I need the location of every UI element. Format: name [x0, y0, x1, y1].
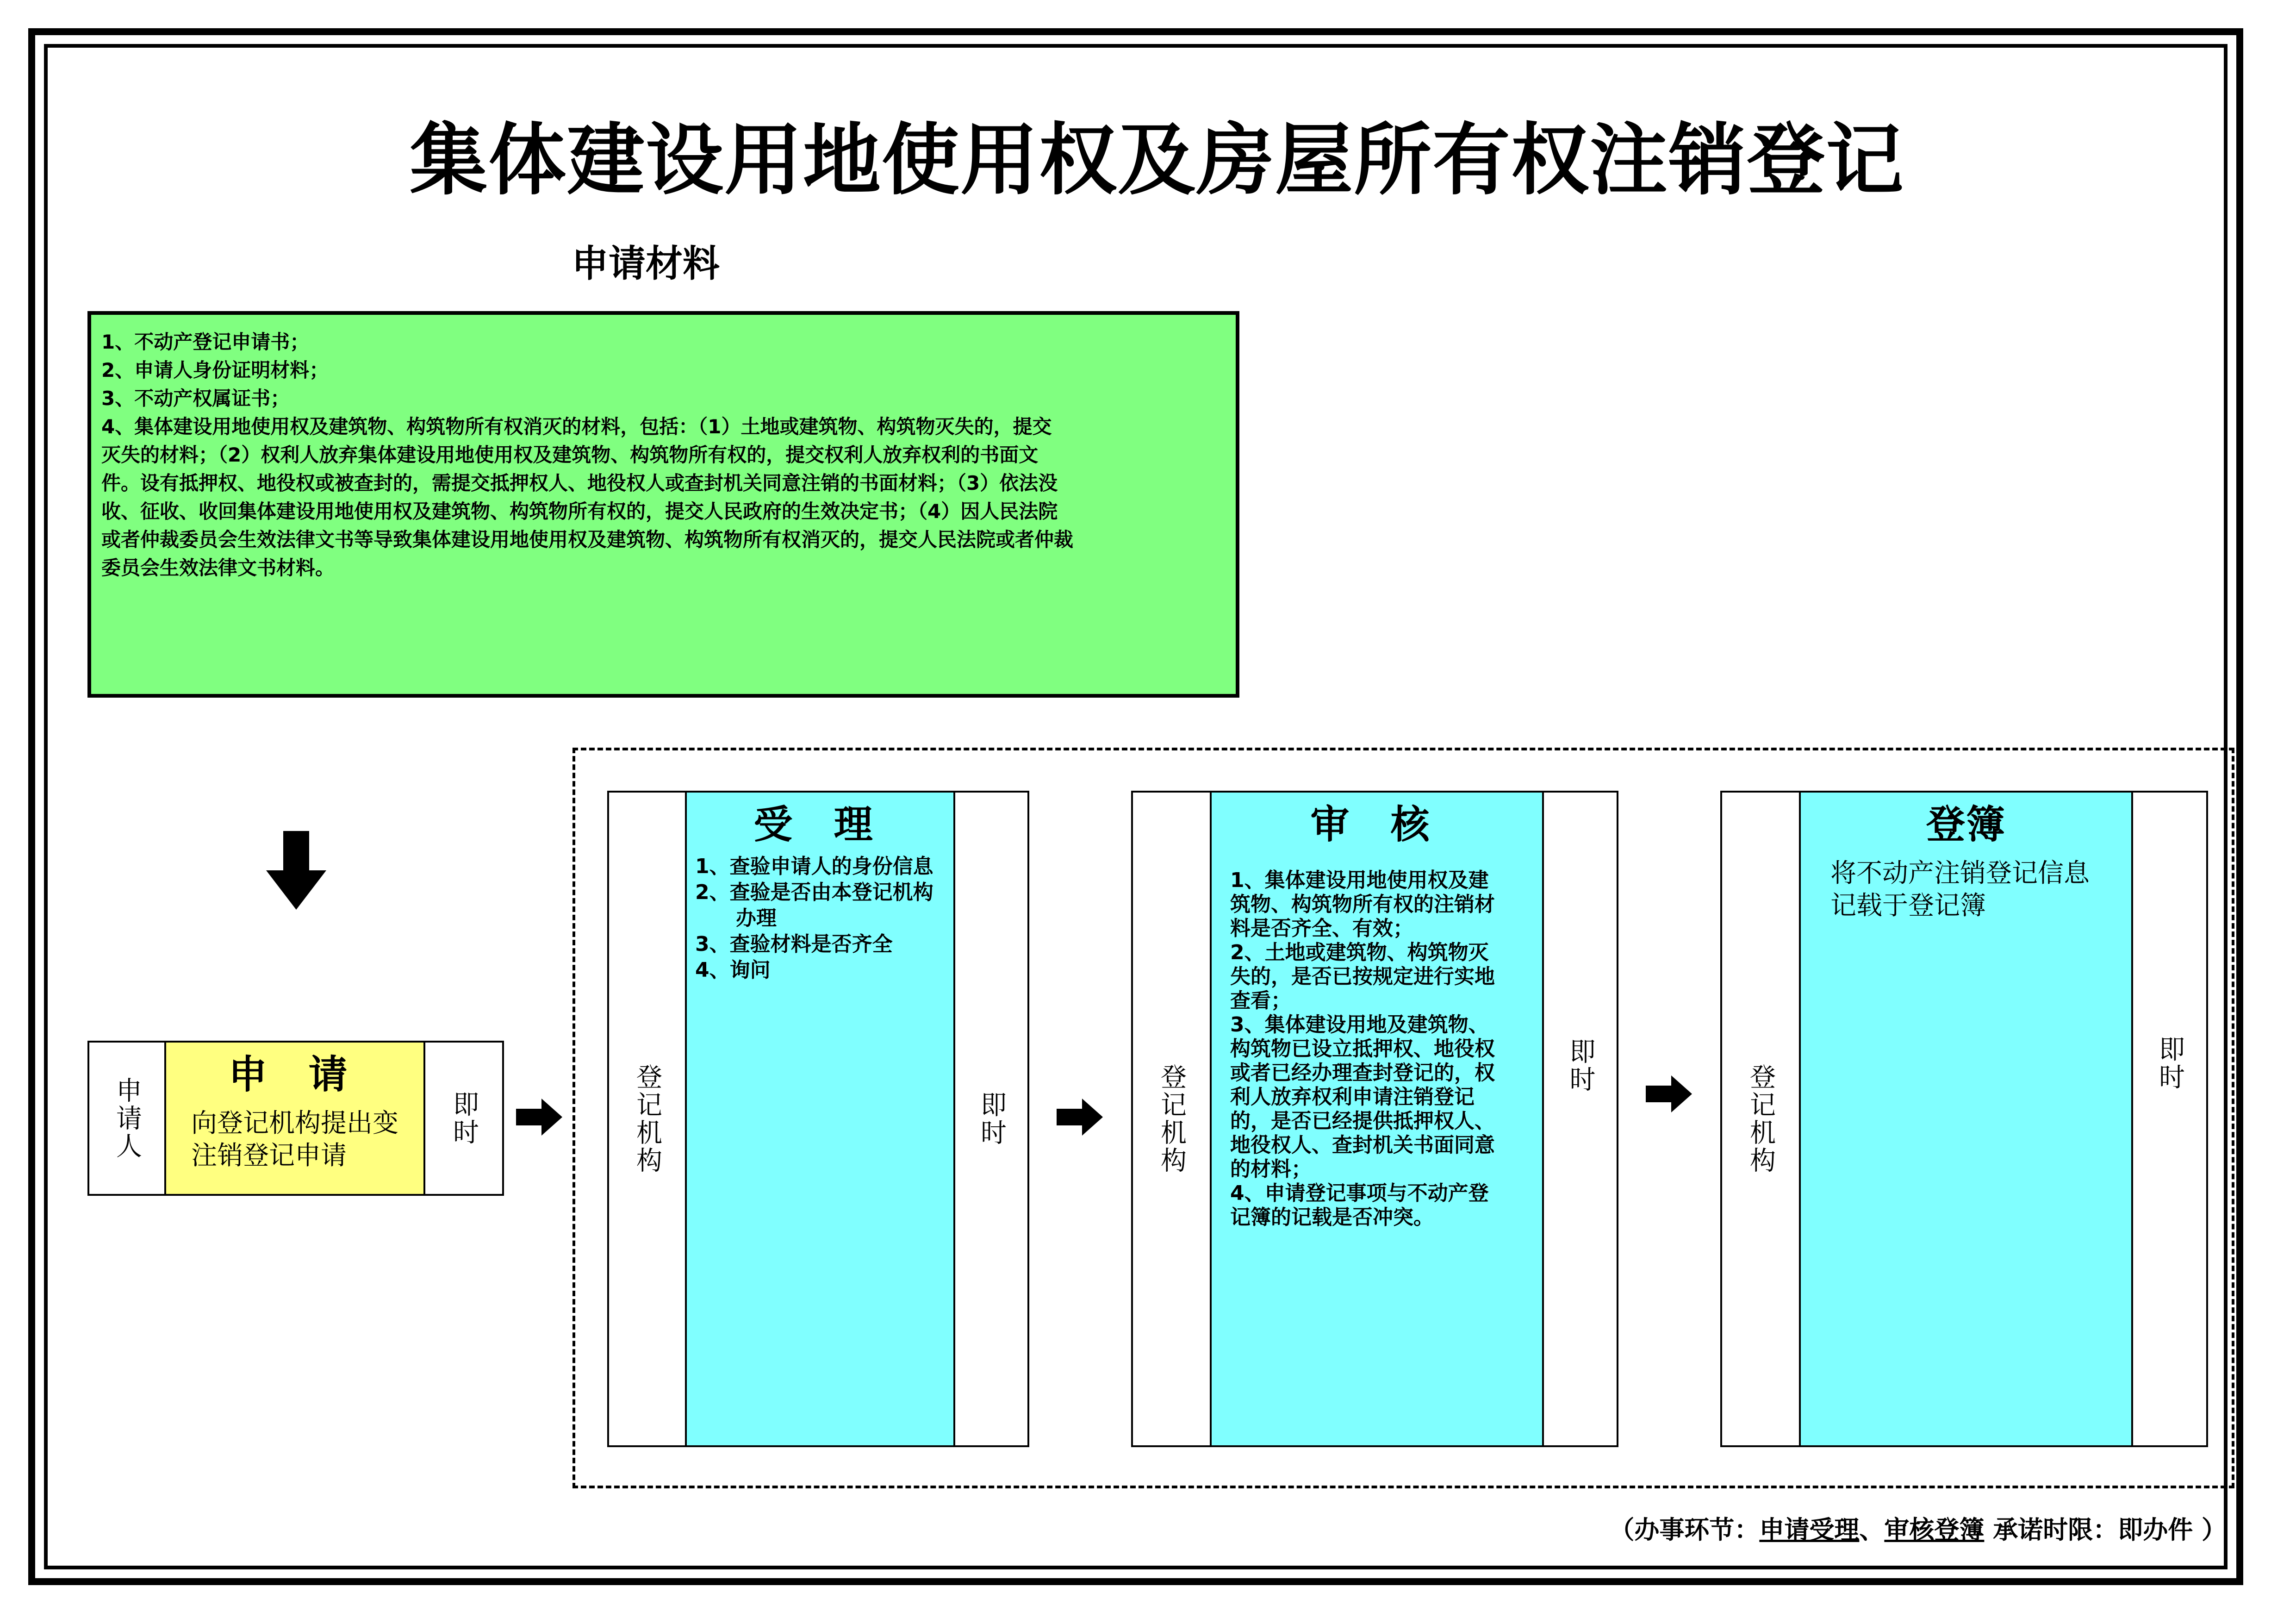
review-actor: 登记机构 — [1157, 1063, 1187, 1174]
accept-list — [687, 850, 953, 983]
accept-item: 2、查验是否由本登记机构 — [695, 881, 933, 904]
right-arrow-icon — [516, 1099, 562, 1136]
review-item: 料是否齐全、有效； — [1230, 917, 1413, 940]
review-time-cell — [1544, 793, 1617, 1445]
accept-time-cell — [955, 793, 1027, 1445]
register-box — [1799, 793, 2133, 1445]
review-item: 筑物、构筑物所有权的注销材 — [1230, 893, 1495, 916]
materials-item: 1、不动产登记申请书； — [101, 331, 310, 353]
review-item: 记簿的记载是否冲突。 — [1230, 1206, 1434, 1229]
review-item: 构筑物已设立抵押权、地役权 — [1230, 1037, 1495, 1061]
review-actor-cell — [1133, 793, 1210, 1445]
materials-item: 3、不动产权属证书； — [101, 387, 290, 410]
footer-prefix: （办事环节： — [1609, 1515, 1760, 1544]
accept-time: 即时 — [977, 1091, 1007, 1147]
review-item: 4、申请登记事项与不动产登 — [1230, 1181, 1489, 1205]
accept-box — [685, 793, 955, 1445]
accept-title: 受 理 — [753, 801, 887, 847]
apply-desc-line: 向登记机构提出变 — [191, 1108, 398, 1138]
apply-time: 即时 — [449, 1090, 479, 1146]
apply-time-cell — [425, 1043, 502, 1194]
materials-item: 灭失的材料；（2）权利人放弃集体建设用地使用权及建筑物、构筑物所有权的，提交权利人放弃权利的书面文 — [101, 443, 1039, 466]
review-step — [1131, 791, 1618, 1447]
materials-item: 件。设有抵押权、地役权或被查封的，需提交抵押权人、地役权人或查封机关同意注销的书面材料；（3）依法没 — [101, 472, 1058, 494]
right-arrow-icon — [1057, 1099, 1103, 1136]
footer-link-apply-accept: 申请受理 — [1759, 1515, 1860, 1544]
apply-desc — [191, 1107, 398, 1172]
register-desc-line: 将不动产注销登记信息 — [1830, 858, 2090, 888]
register-time-cell — [2133, 793, 2206, 1445]
accept-step — [607, 791, 1029, 1447]
down-arrow-icon — [266, 831, 326, 910]
register-time: 即时 — [2155, 1036, 2185, 1091]
apply-actor-cell — [89, 1043, 164, 1194]
register-step — [1720, 791, 2208, 1447]
review-item: 利人放弃权利申请注销登记 — [1230, 1085, 1475, 1109]
footer-link-review-register: 审核登簿 — [1884, 1515, 1985, 1544]
footer-suffix: 承诺时限：即办件 ） — [1984, 1515, 2227, 1544]
materials-box — [87, 311, 1239, 698]
register-title: 登簿 — [1926, 801, 2006, 847]
register-desc-line: 记载于登记簿 — [1830, 891, 1986, 921]
materials-heading: 申请材料 — [572, 242, 720, 285]
materials-item: 4、集体建设用地使用权及建筑物、构筑物所有权消灭的材料，包括：（1）土地或建筑物、构筑物灭失的，提交 — [101, 415, 1052, 438]
review-item: 失的，是否已按规定进行实地 — [1230, 965, 1495, 988]
review-time: 即时 — [1565, 1038, 1596, 1093]
page-title: 集体建设用地使用权及房屋所有权注销登记 — [410, 114, 1904, 206]
accept-actor-cell — [609, 793, 685, 1445]
accept-actor: 登记机构 — [632, 1063, 662, 1174]
review-list — [1212, 850, 1542, 1230]
materials-item: 收、征收、收回集体建设用地使用权及建筑物、构筑物所有权的，提交人民政府的生效决定书；（4）因人民法院 — [101, 500, 1058, 523]
review-item: 的，是否已经提供抵押权人、 — [1230, 1109, 1495, 1133]
review-item: 查看； — [1230, 989, 1291, 1012]
accept-item: 办理 — [695, 906, 777, 930]
register-actor-cell — [1722, 793, 1799, 1445]
review-box — [1210, 793, 1544, 1445]
apply-desc-line: 注销登记申请 — [191, 1141, 347, 1171]
review-item: 或者已经办理查封登记的，权 — [1230, 1061, 1495, 1085]
register-actor: 登记机构 — [1746, 1063, 1776, 1174]
register-desc — [1801, 850, 2131, 922]
review-title: 审 核 — [1310, 801, 1444, 847]
review-item: 3、集体建设用地及建筑物、 — [1230, 1013, 1489, 1037]
right-arrow-icon — [1646, 1075, 1692, 1112]
review-item: 2、土地或建筑物、构筑物灭 — [1230, 941, 1489, 964]
apply-box — [164, 1043, 425, 1194]
accept-item: 1、查验申请人的身份信息 — [695, 855, 933, 878]
materials-item: 委员会生效法律文书材料。 — [101, 556, 335, 579]
apply-step — [87, 1041, 504, 1196]
review-item: 地役权人、查封机关书面同意 — [1230, 1133, 1495, 1157]
apply-actor: 申请人 — [112, 1076, 142, 1160]
apply-title: 申 请 — [228, 1051, 361, 1097]
review-item: 的材料； — [1230, 1157, 1312, 1181]
accept-item: 3、查验材料是否齐全 — [695, 932, 893, 956]
materials-item: 或者仲裁委员会生效法律文书等导致集体建设用地使用权及建筑物、构筑物所有权消灭的，提交人民法院或者仲裁 — [101, 528, 1074, 551]
review-item: 1、集体建设用地使用权及建 — [1230, 868, 1489, 892]
materials-item: 2、申请人身份证明材料； — [101, 359, 329, 381]
accept-item: 4、询问 — [695, 958, 771, 982]
footer-note — [1609, 1514, 2227, 1546]
footer-sep: 、 — [1859, 1515, 1885, 1544]
